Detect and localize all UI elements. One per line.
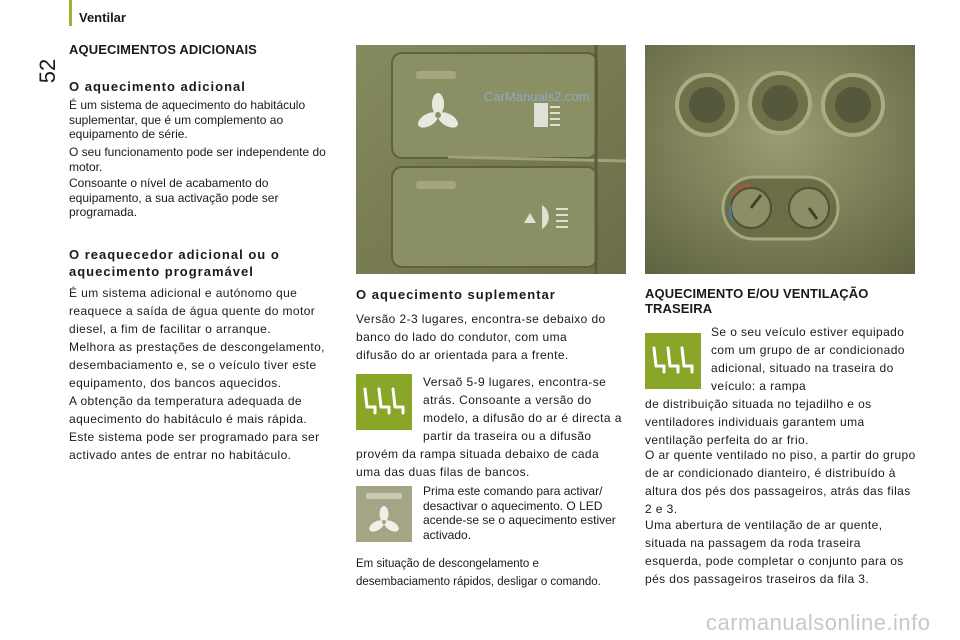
rear-vents-illustration xyxy=(645,45,915,274)
paragraph: Prima este comando para activar/ desactivar o aquecimento. O LED acende-se se o aquecimento estiver activado. xyxy=(423,484,616,542)
paragraph: A obtenção da temperatura adequada de aquecimento do habitáculo é mais rápida. xyxy=(69,394,308,426)
paragraph: Consoante o nível de acabamento do equipamento, a sua activação pode ser programada. xyxy=(69,176,279,219)
paragraph: O seu funcionamento pode ser independente do motor. xyxy=(69,145,326,174)
paragraph: O ar quente ventilado no piso, a partir do grupo de ar condicionado dianteiro, é distribuído à altura dos pés dos passageiros, atrás das filas 2 e 3. xyxy=(645,448,916,516)
paragraph: Melhora as prestações de descongelamento, desembaciamento e, se o veículo tiver este equipamento, dos bancos aquecidos. xyxy=(69,340,325,390)
subheading-additional-heating: O aquecimento adicional xyxy=(69,79,246,94)
paragraph: Versaõ 5-9 lugares, encontra-se atrás. Consoante a versão do modelo, a difusão do ar é directa a partir da traseira ou a difusão xyxy=(423,375,622,443)
paragraph: Versão 2-3 lugares, encontra-se debaixo do banco do lado do condutor, com uma difusão do ar orientada para a frente. xyxy=(356,312,606,362)
paragraph: Uma abertura de ventilação de ar quente, situada na passagem da roda traseira esquerda, pode completar o conjunto para os pés dos passageiros traseiros da fila 3. xyxy=(645,518,904,586)
page-number: 52 xyxy=(35,58,60,84)
subheading-line: O reaquecedor adicional ou o xyxy=(69,247,280,262)
paragraph: de distribuição situada no tejadilho e os ventiladores individuais garantem uma ventilação perfeita do ar frio. xyxy=(645,397,872,447)
subheading-programmable-heating xyxy=(69,246,349,280)
paragraph: É um sistema de aquecimento do habitáculo suplementar, que é um complemento ao equipamento de série. xyxy=(69,98,306,141)
heading-line: AQUECIMENTO E/OU VENTILAÇÃO xyxy=(645,286,869,301)
heater-button-image xyxy=(356,486,412,542)
subheading-line: aquecimento programável xyxy=(69,264,254,279)
heading-rear-ventilation xyxy=(645,286,915,316)
paragraph: provém da rampa situada debaixo de cada uma das duas filas de bancos. xyxy=(356,447,600,479)
footer-watermark: carmanualsonline.info xyxy=(706,610,931,635)
heater-switch-photo xyxy=(356,45,626,274)
paragraph: Se o seu veículo estiver equipado com um grupo de ar condicionado adicional, situado na traseira do veículo: a rampa xyxy=(711,325,905,393)
switch-panel-illustration xyxy=(356,45,626,274)
seats-icon xyxy=(645,333,701,389)
paragraph: Em situação de descongelamento e desembaciamento rápidos, desligar o comando. xyxy=(356,558,601,588)
paragraph: É um sistema adicional e autónomo que reaquece a saída de água quente do motor diesel, a fim de facilitar o arranque. xyxy=(69,286,316,336)
heading-additional-heating: AQUECIMENTOS ADICIONAIS xyxy=(69,42,257,57)
seats-icon xyxy=(356,374,412,430)
subheading-supplementary-heating: O aquecimento suplementar xyxy=(356,287,556,302)
site-watermark: CarManuals2.com xyxy=(484,89,590,104)
rear-vents-photo xyxy=(645,45,915,274)
heading-line: TRASEIRA xyxy=(645,301,713,316)
paragraph: Este sistema pode ser programado para ser activado antes de entrar no habitáculo. xyxy=(69,430,320,462)
section-accent-bar xyxy=(69,0,72,26)
section-title: Ventilar xyxy=(79,10,126,25)
